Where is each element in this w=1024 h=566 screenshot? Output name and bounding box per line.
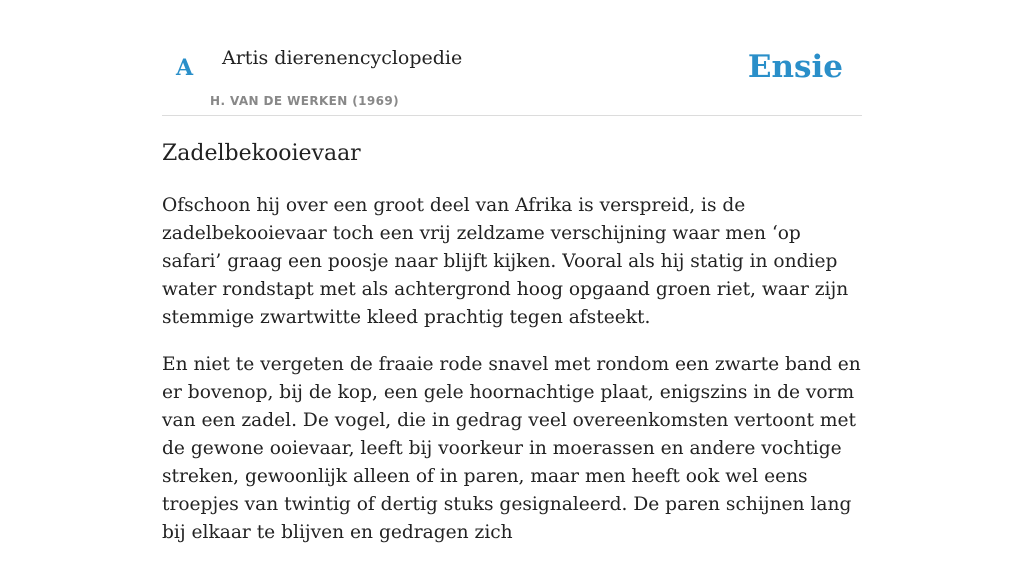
article-paragraph: En niet te vergeten de fraaie rode snavel met rondom een zwarte band en er bovenop, bij de kop, een gele hoornachtige plaat, enigszins in de vorm van een zadel. De vogel, die in gedrag veel overeenkomsten vertoont met de gewone ooievaar, leeft bij voorkeur in moerassen en andere vochtige streken, gewoonlijk alleen of in paren, maar men heeft ook wel eens troepjes van twintig of dertig stuks gesignaleerd. De paren schijnen lang bij elkaar te blijven en gedragen zich (162, 354, 861, 543)
article-title: Zadelbekooievaar (162, 141, 361, 166)
encyclopedia-title[interactable]: Artis dierenencyclopedie (222, 47, 463, 69)
page-header (162, 0, 862, 116)
article-body (162, 192, 862, 566)
ensie-brand-logo[interactable]: Ensie (747, 49, 843, 85)
encyclopedia-logo-letter[interactable]: A (176, 55, 194, 81)
article-paragraph: Ofschoon hij over een groot deel van Afrika is verspreid, is de zadelbekooievaar toch een vrij zeldzame verschijning waar men ‘op safari’ graag een poosje naar blijft kijken. Vooral als hij statig in ondiep water rondstapt met als achtergrond hoog opgaand groen riet, waar zijn stemmige zwartwitte kleed prachtig tegen afsteekt. (162, 195, 849, 328)
author-credit: H. VAN DE WERKEN (1969) (210, 94, 400, 108)
page-container (162, 0, 862, 543)
